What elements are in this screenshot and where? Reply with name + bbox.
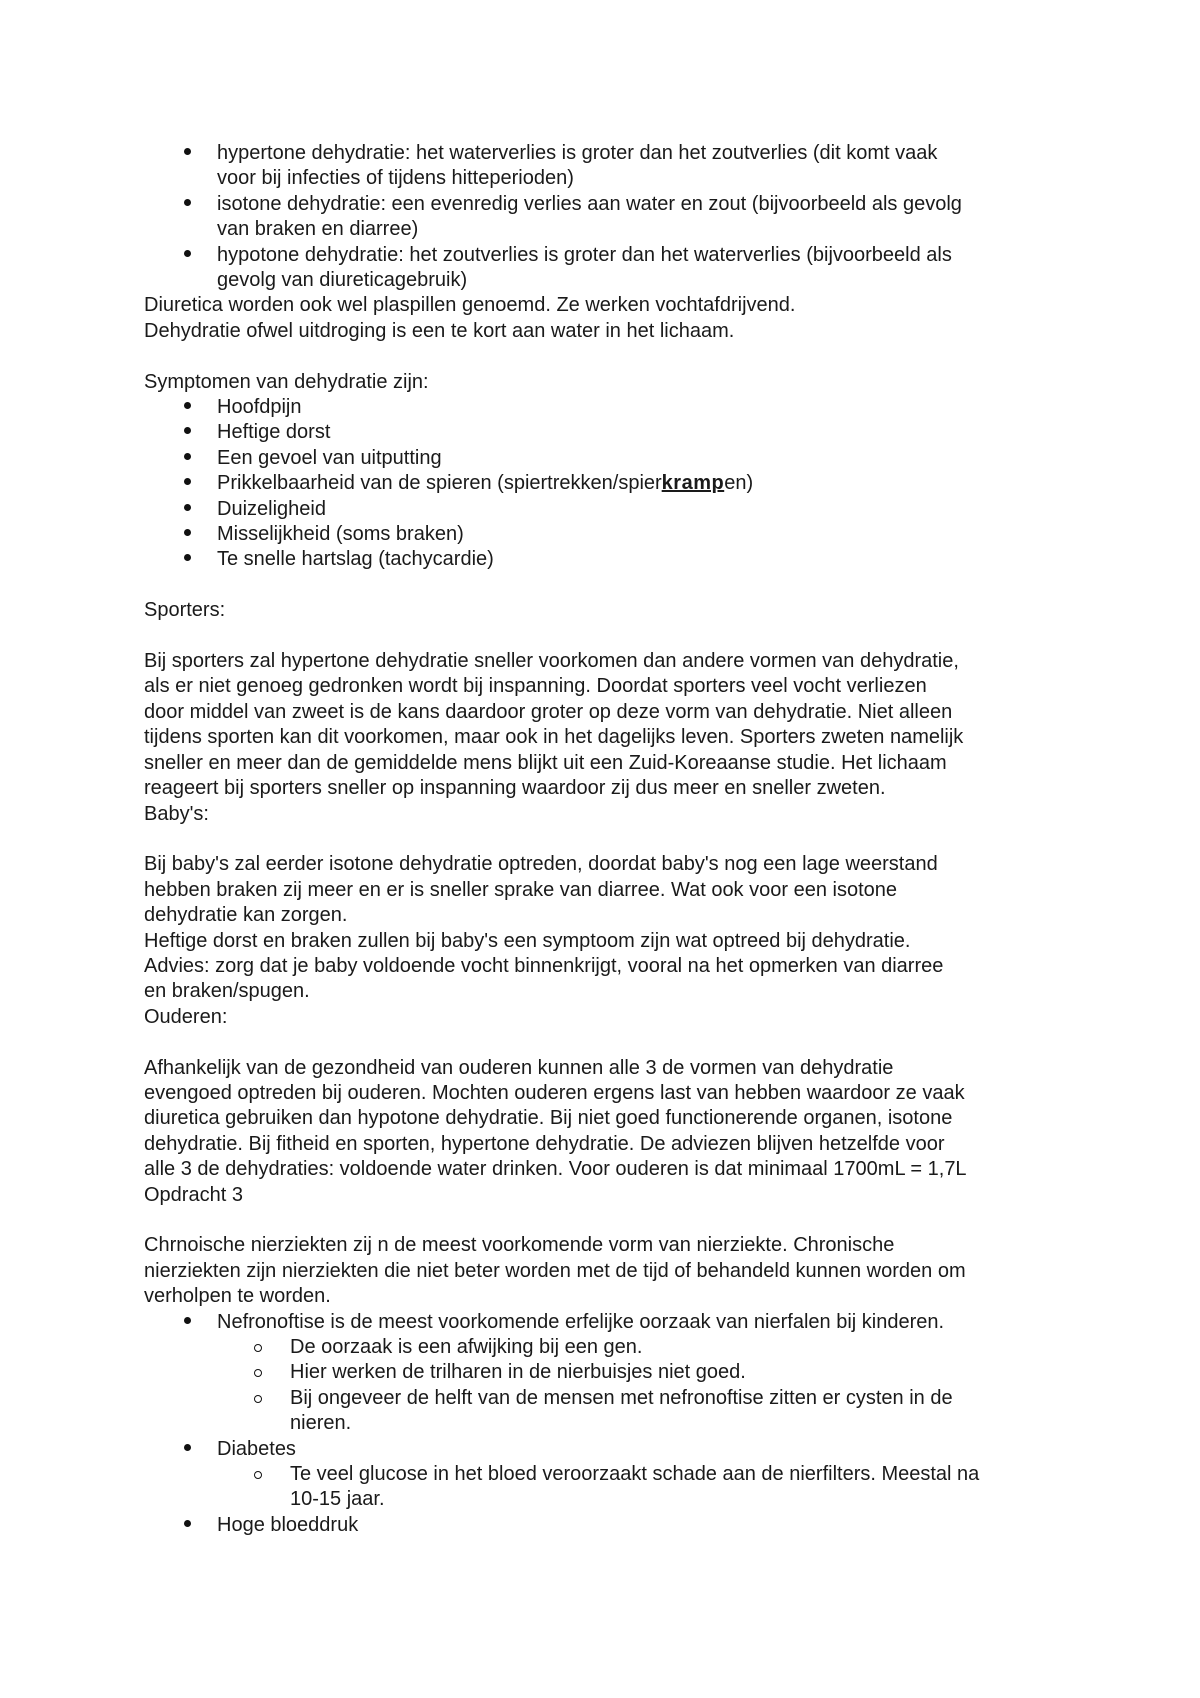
list-item-line bbox=[217, 471, 1074, 496]
list-item-line: Een gevoel van uitputting bbox=[217, 446, 442, 469]
paragraph-line: Heftige dorst en braken zullen bij baby's een symptoom zijn wat optreed bij dehydratie. bbox=[144, 929, 911, 952]
paragraph-line: diuretica gebruiken dan hypotone dehydratie. Bij niet goed functionerende organen, isotone bbox=[144, 1107, 953, 1130]
blank-line bbox=[144, 573, 1074, 598]
blank-line bbox=[144, 1208, 1074, 1233]
list-item-line: van braken en diarree) bbox=[217, 218, 419, 241]
list-item-line: Misselijkheid (soms braken) bbox=[217, 523, 464, 546]
list-item-line: De oorzaak is een afwijking bij een gen. bbox=[290, 1336, 643, 1358]
list-item bbox=[144, 243, 1074, 294]
paragraph-line: Chrnoische nierziekten zij n de meest voorkomende vorm van nierziekte. Chronische bbox=[144, 1234, 895, 1257]
list-item-line: voor bij infecties of tijdens hitteperioden) bbox=[217, 167, 574, 190]
symptoms-list bbox=[144, 395, 1074, 573]
kidney-disease-list bbox=[144, 1310, 1074, 1539]
paragraph-line: als er niet genoeg gedronken wordt bij inspanning. Doordat sporters veel vocht verliezen bbox=[144, 675, 927, 698]
blank-line bbox=[144, 344, 1074, 369]
list-item-line: Heftige dorst bbox=[217, 421, 331, 444]
sub-list bbox=[217, 1335, 1074, 1437]
paragraph-line: tijdens sporten kan dit voorkomen, maar ook in het dagelijks leven. Sporters zweten namelijk bbox=[144, 726, 964, 749]
list-item bbox=[144, 395, 1074, 420]
paragraph-line: Afhankelijk van de gezondheid van ouderen kunnen alle 3 de vormen van dehydratie bbox=[144, 1056, 894, 1079]
paragraph-line: Diuretica worden ook wel plaspillen genoemd. Ze werken vochtafdrijvend. bbox=[144, 294, 796, 317]
list-item bbox=[144, 446, 1074, 471]
list-item-line: hypotone dehydratie: het zoutverlies is groter dan het waterverlies (bijvoorbeeld als bbox=[217, 243, 952, 266]
list-item bbox=[144, 141, 1074, 192]
sub-list-item bbox=[217, 1462, 1074, 1513]
list-item bbox=[144, 192, 1074, 243]
list-item-line: Duizeligheid bbox=[217, 497, 326, 520]
paragraph-line: Advies: zorg dat je baby voldoende vocht binnenkrijgt, vooral na het opmerken van diarree bbox=[144, 954, 944, 977]
paragraph-line: dehydratie kan zorgen. bbox=[144, 904, 348, 927]
paragraph-line: dehydratie. Bij fitheid en sporten, hypertone dehydratie. De adviezen blijven hetzelfde voor bbox=[144, 1132, 945, 1155]
list-item-line: Nefronoftise is de meest voorkomende erfelijke oorzaak van nierfalen bij kinderen. bbox=[217, 1310, 945, 1333]
list-item-line: Diabetes bbox=[217, 1437, 296, 1460]
list-item-line: 10-15 jaar. bbox=[290, 1488, 385, 1511]
list-item-line: isotone dehydratie: een evenredig verlies aan water en zout (bijvoorbeeld als gevolg bbox=[217, 192, 962, 215]
section-heading: Sporters: bbox=[144, 599, 226, 622]
list-item-line: Te veel glucose in het bloed veroorzaakt schade aan de nierfilters. Meestal na bbox=[290, 1463, 980, 1486]
paragraph-line: Bij baby's zal eerder isotone dehydratie optreden, doordat baby's nog een lage weerstand bbox=[144, 853, 938, 876]
list-item-line: Te snelle hartslag (tachycardie) bbox=[217, 548, 494, 571]
paragraph-line: reageert bij sporters sneller op inspanning waardoor zij dus meer en sneller zweten. bbox=[144, 777, 886, 800]
paragraph-line: alle 3 de dehydraties: voldoende water drinken. Voor ouderen is dat minimaal 1700mL = 1,7L bbox=[144, 1158, 967, 1181]
list-item-line: nieren. bbox=[290, 1412, 352, 1435]
list-item-line: Bij ongeveer de helft van de mensen met nefronoftise zitten er cysten in de bbox=[290, 1386, 953, 1409]
section-heading: Symptomen van dehydratie zijn: bbox=[144, 370, 429, 393]
paragraph-line: nierziekten zijn nierziekten die niet beter worden met de tijd of behandeld kunnen worden om bbox=[144, 1259, 966, 1282]
list-item bbox=[144, 497, 1074, 522]
list-item-line: hypertone dehydratie: het waterverlies is groter dan het zoutverlies (dit komt vaak bbox=[217, 142, 938, 164]
document-page bbox=[144, 141, 1074, 1538]
list-item bbox=[144, 420, 1074, 445]
section-heading: Baby's: bbox=[144, 802, 209, 825]
kramp-link[interactable]: kramp bbox=[661, 472, 725, 495]
section-heading: Ouderen: bbox=[144, 1005, 228, 1028]
blank-line bbox=[144, 827, 1074, 852]
paragraph-line: sneller en meer dan de gemiddelde mens blijkt uit een Zuid-Koreaanse studie. Het lichaam bbox=[144, 751, 947, 774]
list-item-line: gevolg van diureticagebruik) bbox=[217, 269, 468, 292]
paragraph-line: evengoed optreden bij ouderen. Mochten ouderen ergens last van hebben waardoor ze vaak bbox=[144, 1081, 965, 1104]
symptom-text-before: Prikkelbaarheid van de spieren (spiertrekken/spier bbox=[217, 472, 662, 495]
paragraph-line: hebben braken zij meer en er is sneller sprake van diarree. Wat ook voor een isotone bbox=[144, 878, 897, 901]
list-item bbox=[144, 522, 1074, 547]
sub-list-item bbox=[217, 1335, 1074, 1360]
blank-line bbox=[144, 1030, 1074, 1055]
paragraph-line: verholpen te worden. bbox=[144, 1285, 331, 1308]
section-heading: Opdracht 3 bbox=[144, 1183, 243, 1206]
list-item-line: Hoofdpijn bbox=[217, 396, 302, 419]
paragraph-line: en braken/spugen. bbox=[144, 980, 310, 1003]
sub-list bbox=[217, 1462, 1074, 1513]
list-item-line: Hier werken de trilharen in de nierbuisjes niet goed. bbox=[290, 1361, 746, 1384]
dehydration-types-list bbox=[144, 141, 1074, 293]
paragraph-line: door middel van zweet is de kans daardoor groter op deze vorm van dehydratie. Niet alleen bbox=[144, 700, 953, 723]
paragraph-line: Bij sporters zal hypertone dehydratie sneller voorkomen dan andere vormen van dehydratie, bbox=[144, 650, 959, 673]
sub-list-item bbox=[217, 1386, 1074, 1437]
sub-list-item bbox=[217, 1360, 1074, 1385]
list-item bbox=[144, 1437, 1074, 1513]
list-item bbox=[144, 471, 1074, 496]
symptom-text-after: en) bbox=[724, 472, 754, 495]
blank-line bbox=[144, 624, 1074, 649]
paragraph-line: Dehydratie ofwel uitdroging is een te kort aan water in het lichaam. bbox=[144, 319, 735, 342]
list-item-line: Hoge bloeddruk bbox=[217, 1513, 359, 1536]
list-item bbox=[144, 1310, 1074, 1437]
list-item bbox=[144, 547, 1074, 572]
list-item bbox=[144, 1513, 1074, 1538]
